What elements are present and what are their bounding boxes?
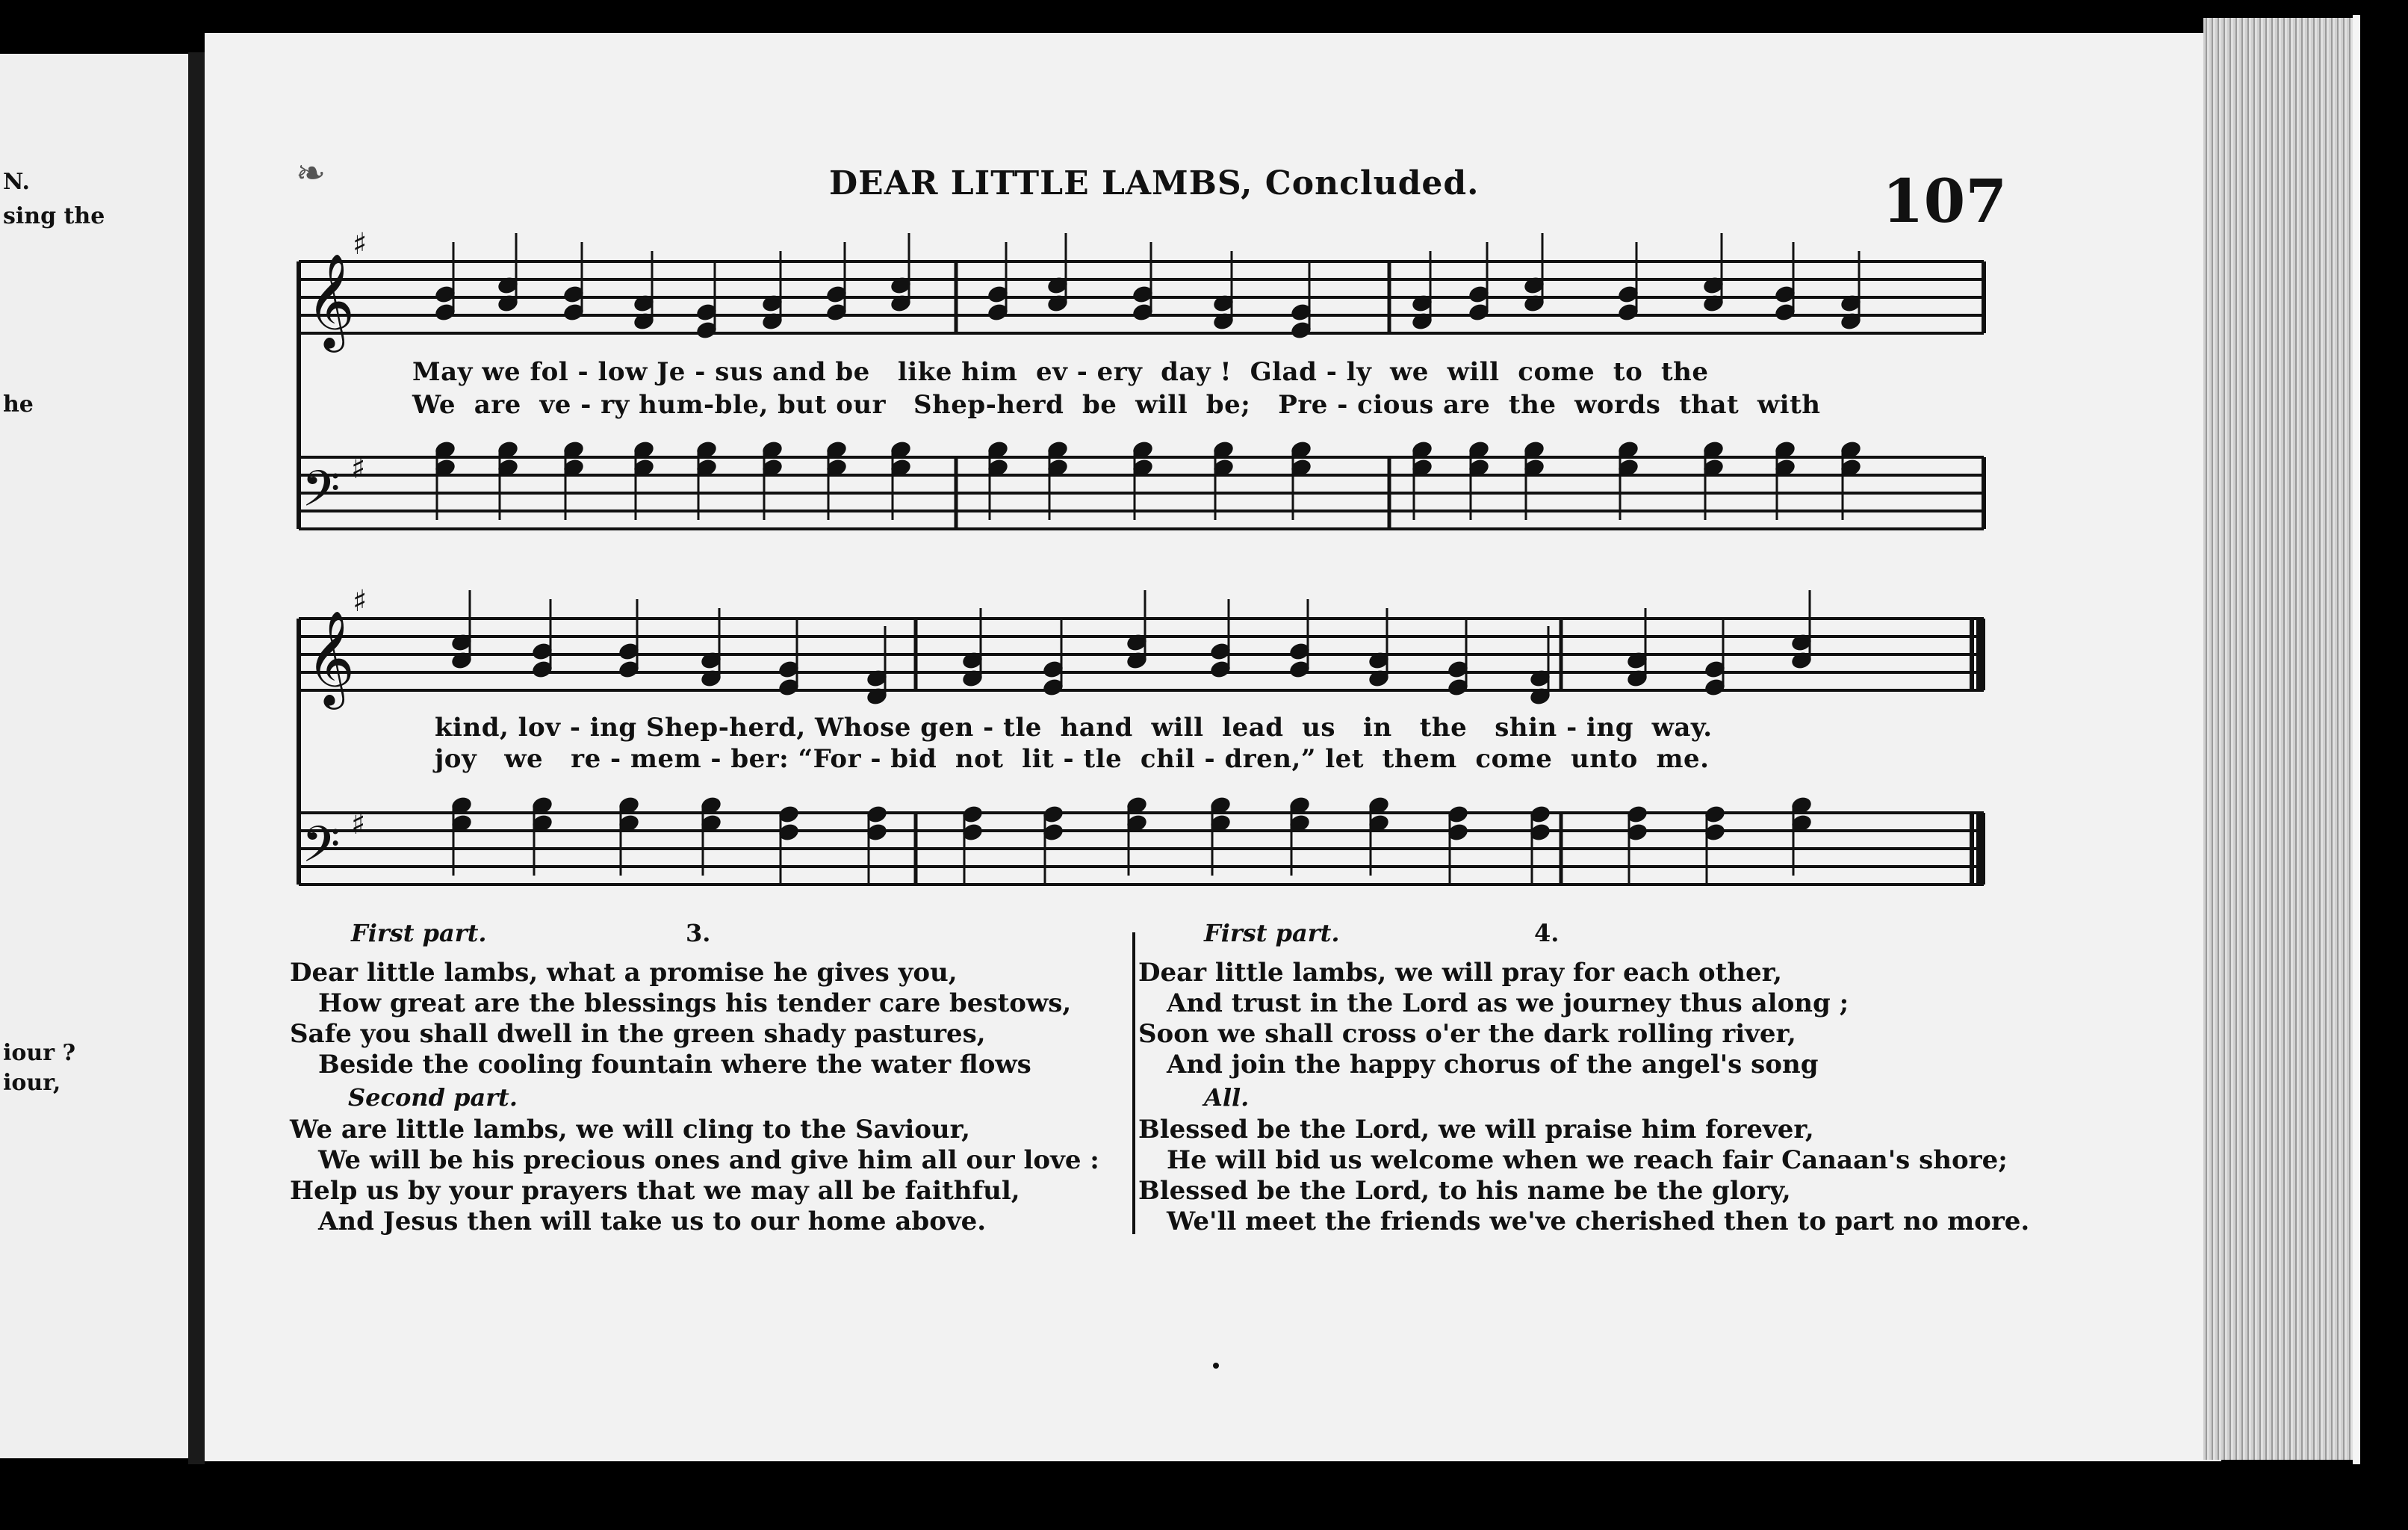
verse-line: And trust in the Lord as we journey thus along ; (1167, 988, 1849, 1018)
left-page-fragment: he (3, 391, 34, 418)
verse-line: Blessed be the Lord, to his name be the glory, (1138, 1176, 1791, 1206)
verse-line: Help us by your prayers that we may all be faithful, (290, 1176, 1020, 1206)
system2-lyrics-verse2: joy we re - mem - ber: “For - bid not lit - tle chil - dren,” let them come unto me. (435, 744, 1710, 774)
verse3-first-part-label: First part. (351, 919, 487, 947)
verse4-part2 (1138, 1115, 2049, 1237)
column-divider (1132, 932, 1135, 1234)
verse-line: Soon we shall cross o'er the dark rolling river, (1138, 1019, 1796, 1049)
verse-line: Dear little lambs, what a promise he gives you, (290, 958, 958, 988)
sharp-icon: ♯ (353, 226, 367, 261)
sharp-icon: ♯ (351, 806, 366, 841)
verse3-second-part-label: Second part. (348, 1083, 518, 1112)
verse-line: How great are the blessings his tender care bestows, (318, 988, 1072, 1018)
page-title: DEAR LITTLE LAMBS, Concluded. (829, 164, 1480, 202)
verse-line: And Jesus then will take us to our home above. (318, 1207, 987, 1236)
left-page-fragment: N. (3, 169, 30, 195)
verse-line: Blessed be the Lord, we will praise him forever, (1138, 1115, 1814, 1145)
verse-line: We are little lambs, we will cling to the Saviour, (290, 1115, 970, 1145)
verse4-first-part-label: First part. (1204, 919, 1340, 947)
page-mark-icon: ❧ (296, 152, 326, 194)
left-page-fragment: iour, (3, 1070, 61, 1096)
page-number: 107 (1882, 166, 2007, 236)
system2-lyrics-verse1: kind, lov - ing Shep-herd, Whose gen - tle hand will lead us in the shin - ing way. (435, 713, 1713, 743)
ink-dot (1213, 1363, 1219, 1369)
verse-line: Safe you shall dwell in the green shady pastures, (290, 1019, 986, 1049)
verse-line: Dear little lambs, we will pray for each other, (1138, 958, 1782, 988)
verse4-part1 (1138, 958, 2035, 1080)
verse3-part2 (290, 1115, 1126, 1237)
verse4-number: 4. (1534, 919, 1560, 947)
bass-clef-icon: 𝄢 (302, 460, 341, 530)
verse4-all-label: All. (1204, 1083, 1250, 1112)
sharp-icon: ♯ (353, 583, 367, 619)
system1-lyrics-verse2: We are ve - ry hum-ble, but our Shep-herd be will be; Pre - cious are the words that with (412, 390, 1821, 420)
verse3-part1 (290, 958, 1126, 1080)
bass-clef-icon: 𝄢 (302, 816, 341, 885)
left-page-fragment: iour ? (3, 1040, 76, 1066)
treble-clef-icon: 𝄞 (306, 253, 356, 348)
verse-line: And join the happy chorus of the angel's song (1167, 1050, 1819, 1080)
verse-line: We will be his precious ones and give him all our love : (318, 1145, 1099, 1175)
verse-line: We'll meet the friends we've cherished then to part no more. (1167, 1207, 2030, 1236)
left-page-fragment: sing the (3, 203, 105, 229)
verse-line: He will bid us welcome when we reach fair Canaan's shore; (1167, 1145, 2008, 1175)
verse-line: Beside the cooling fountain where the water flows (318, 1050, 1031, 1080)
verse3-number: 3. (686, 919, 711, 947)
sharp-icon: ♯ (351, 450, 366, 486)
treble-clef-icon: 𝄞 (306, 610, 356, 705)
system1-lyrics-verse1: May we fol - low Je - sus and be like him ev - ery day ! Glad - ly we will come to the (412, 357, 1709, 387)
